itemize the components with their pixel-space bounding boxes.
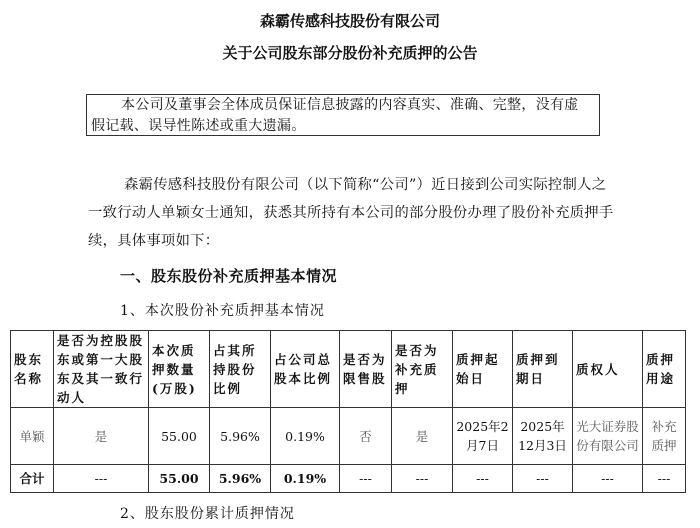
cell-restricted: 否: [340, 408, 392, 465]
page-title: 关于公司股东部分股份补充质押的公告: [222, 44, 478, 62]
total-label: 合计: [11, 465, 54, 493]
cell-end-date: 2025年12月3日: [513, 408, 573, 465]
total-cell: ---: [392, 465, 453, 493]
header-cell: 质权人: [573, 331, 643, 408]
section-heading: 一、股东股份补充质押基本情况: [120, 267, 338, 285]
header-cell: 质押用途: [643, 331, 686, 408]
header-cell: 是否为控股股东或第一大股东及其一致行动人: [54, 331, 149, 408]
total-cell: ---: [453, 465, 513, 493]
disclaimer-box: [86, 94, 600, 136]
subsection-2-heading: 2、股东股份累计质押情况: [120, 506, 295, 522]
header-cell: 占公司总股本比例: [271, 331, 340, 408]
total-cell: ---: [573, 465, 643, 493]
cell-purpose: 补充质押: [643, 408, 686, 465]
disclaimer-line-1: 本公司及董事会全体成员保证信息披露的内容真实、准确、完整，没有虚: [121, 97, 579, 113]
intro-paragraph: [88, 171, 616, 255]
table-row: [11, 408, 686, 465]
cell-pledgee: 光大证券股份有限公司: [573, 408, 643, 465]
total-held-ratio: 5.96%: [210, 465, 271, 493]
intro-text: 森霸传感科技股份有限公司（以下简称“公司”）近日接到公司实际控制人之一致行动人单颖女士通知，获悉其所持有本公司的部分股份办理了股份补充质押手续，具体事项如下：: [88, 177, 614, 249]
cell-controlling: 是: [54, 408, 149, 465]
header-cell: 占其所持股份比例: [210, 331, 271, 408]
cell-total-ratio: 0.19%: [271, 408, 340, 465]
total-pledge-amount: 55.00: [149, 465, 210, 493]
header-cell: 股东名称: [11, 331, 54, 408]
header-cell: 是否为补充质押: [392, 331, 453, 408]
cell-pledge-amount: 55.00: [149, 408, 210, 465]
total-cell: ---: [643, 465, 686, 493]
header-cell: 质押到期日: [513, 331, 573, 408]
subsection-1-heading: 1、本次股份补充质押基本情况: [120, 303, 325, 319]
header-cell: 质押起始日: [453, 331, 513, 408]
table-header-row: [11, 331, 686, 408]
header-cell: 本次质押数量(万股): [149, 331, 210, 408]
cell-held-ratio: 5.96%: [210, 408, 271, 465]
total-cell: ---: [340, 465, 392, 493]
total-cell: ---: [513, 465, 573, 493]
total-cell: ---: [54, 465, 149, 493]
company-name: 森霸传感科技股份有限公司: [259, 12, 440, 30]
total-total-ratio: 0.19%: [271, 465, 340, 493]
cell-start-date: 2025年2月7日: [453, 408, 513, 465]
cell-supplementary: 是: [392, 408, 453, 465]
pledge-table: [10, 330, 686, 493]
header-cell: 是否为限售股: [340, 331, 392, 408]
cell-shareholder: 单颖: [11, 408, 54, 465]
disclaimer-line-2: 假记载、误导性陈述或重大遗漏。: [91, 118, 306, 134]
table-total-row: [11, 465, 686, 493]
